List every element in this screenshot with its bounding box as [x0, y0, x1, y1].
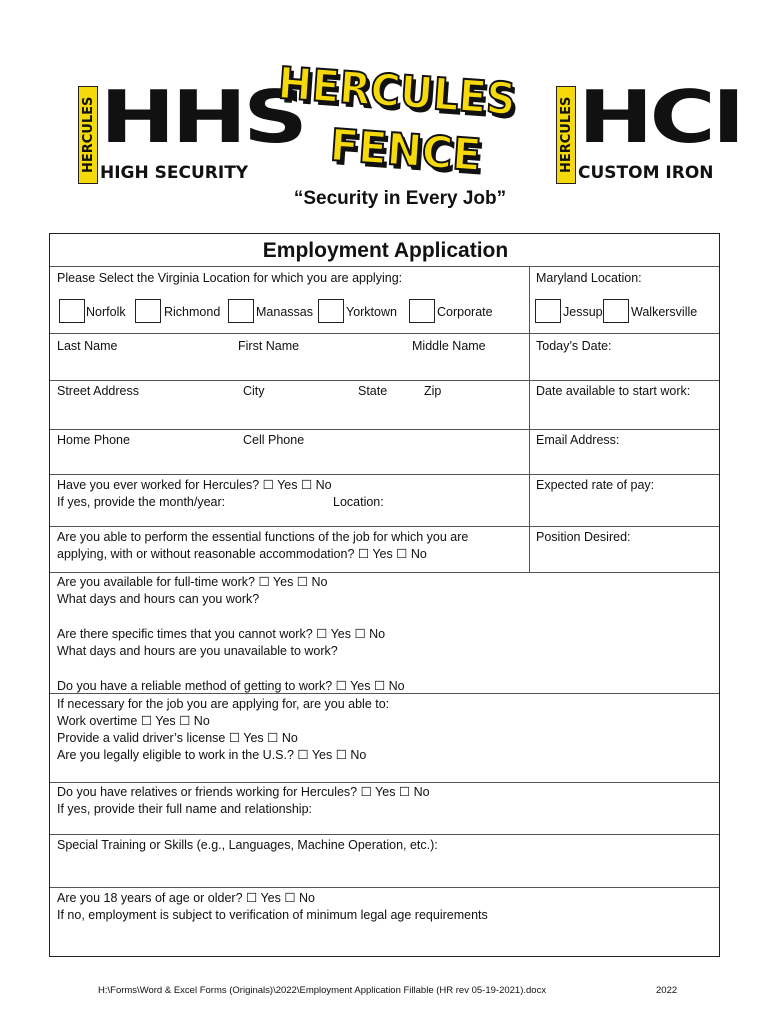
- richmond-checkbox[interactable]: [135, 299, 161, 323]
- expected-pay-label: Expected rate of pay:: [536, 478, 655, 492]
- hhs-logo-main-text: HHS: [100, 75, 305, 159]
- todays-date-label: Today’s Date:: [536, 339, 612, 353]
- footer-year: 2022: [656, 985, 678, 996]
- relatives-question[interactable]: Do you have relatives or friends working for Hercules? ☐ Yes ☐ No: [57, 785, 430, 799]
- cell-phone-label: Cell Phone: [243, 433, 305, 447]
- overtime-question[interactable]: Work overtime ☐ Yes ☐ No: [57, 714, 210, 728]
- essential-functions-question-line1: Are you able to perform the essential functions of the job for which you are: [57, 530, 469, 544]
- row-divider: [50, 333, 719, 334]
- worked-for-hercules-question[interactable]: Have you ever worked for Hercules? ☐ Yes ☐ No: [57, 478, 332, 492]
- specific-times-question[interactable]: Are there specific times that you cannot work? ☐ Yes ☐ No: [57, 627, 386, 641]
- unavailable-question: What days and hours are you unavailable to work?: [57, 644, 338, 658]
- if-necessary-label: If necessary for the job you are applying for, are you able to:: [57, 697, 390, 711]
- street-address-label: Street Address: [57, 384, 139, 398]
- row-divider: [50, 782, 719, 783]
- hci-logo-subtitle: CUSTOM IRON: [578, 163, 714, 183]
- days-hours-question: What days and hours can you work?: [57, 592, 260, 606]
- manassas-checkbox[interactable]: [228, 299, 254, 323]
- worked-if-yes-label: If yes, provide the month/year:: [57, 495, 226, 509]
- corporate-label: Corporate: [437, 305, 493, 319]
- first-name-label: First Name: [238, 339, 300, 353]
- hercules-fence-logo: [276, 56, 520, 182]
- hhs-logo-subtitle: HIGH SECURITY: [100, 163, 249, 183]
- richmond-label: Richmond: [164, 305, 221, 319]
- manassas-label: Manassas: [256, 305, 313, 319]
- middle-name-label: Middle Name: [412, 339, 486, 353]
- hci-logo-main-text: HCI: [578, 75, 742, 159]
- yorktown-checkbox[interactable]: [318, 299, 344, 323]
- home-phone-label: Home Phone: [57, 433, 130, 447]
- fence-logo-line1: HERCULES: [276, 57, 518, 126]
- row-divider: [50, 266, 719, 267]
- row-divider: [50, 834, 719, 835]
- row-divider: [50, 526, 719, 527]
- walkersville-label: Walkersville: [631, 305, 698, 319]
- hhs-logo-vertical-text: HERCULES: [78, 86, 98, 184]
- row-divider: [50, 572, 719, 573]
- relatives-if-yes-label: If yes, provide their full name and relationship:: [57, 802, 312, 816]
- essential-functions-question-line2[interactable]: applying, with or without reasonable accommodation? ☐ Yes ☐ No: [57, 547, 427, 561]
- date-available-label: Date available to start work:: [536, 384, 691, 398]
- virginia-location-prompt: Please Select the Virginia Location for which you are applying:: [57, 271, 403, 285]
- yorktown-label: Yorktown: [346, 305, 397, 319]
- hhs-logo: [78, 75, 305, 184]
- legally-eligible-question[interactable]: Are you legally eligible to work in the U.S.? ☐ Yes ☐ No: [57, 748, 367, 762]
- zip-label: Zip: [424, 384, 442, 398]
- walkersville-checkbox[interactable]: [603, 299, 629, 323]
- row-divider: [50, 429, 719, 430]
- employment-application-form: [49, 233, 720, 957]
- age-question[interactable]: Are you 18 years of age or older? ☐ Yes ☐ No: [57, 891, 315, 905]
- city-label: City: [243, 384, 265, 398]
- jessup-label: Jessup: [563, 305, 603, 319]
- drivers-license-question[interactable]: Provide a valid driver’s license ☐ Yes ☐ No: [57, 731, 298, 745]
- slogan: “Security in Every Job”: [293, 188, 507, 209]
- row-divider: [50, 474, 719, 475]
- maryland-location-prompt: Maryland Location:: [536, 271, 642, 285]
- footer-file-path: H:\Forms\Word & Excel Forms (Originals)\2022\Employment Application Fillable (HR rev 05-19-2021).docx: [98, 985, 547, 996]
- worked-location-label: Location:: [333, 495, 384, 509]
- fence-logo-line2: FENCE: [328, 119, 483, 182]
- last-name-label: Last Name: [57, 339, 118, 353]
- age-note: If no, employment is subject to verification of minimum legal age requirements: [57, 908, 488, 922]
- special-training-label: Special Training or Skills (e.g., Languages, Machine Operation, etc.):: [57, 838, 438, 852]
- jessup-checkbox[interactable]: [535, 299, 561, 323]
- corporate-checkbox[interactable]: [409, 299, 435, 323]
- full-time-question[interactable]: Are you available for full-time work? ☐ Yes ☐ No: [57, 575, 328, 589]
- email-label: Email Address:: [536, 433, 620, 447]
- row-divider: [50, 380, 719, 381]
- state-label: State: [358, 384, 388, 398]
- norfolk-label: Norfolk: [86, 305, 126, 319]
- norfolk-checkbox[interactable]: [59, 299, 85, 323]
- hci-logo-vertical-text: HERCULES: [556, 86, 576, 184]
- hci-logo: [556, 75, 742, 184]
- form-title: Employment Application: [262, 239, 509, 262]
- reliable-transport-question[interactable]: Do you have a reliable method of getting to work? ☐ Yes ☐ No: [57, 679, 405, 693]
- position-desired-label: Position Desired:: [536, 530, 631, 544]
- row-divider: [50, 887, 719, 888]
